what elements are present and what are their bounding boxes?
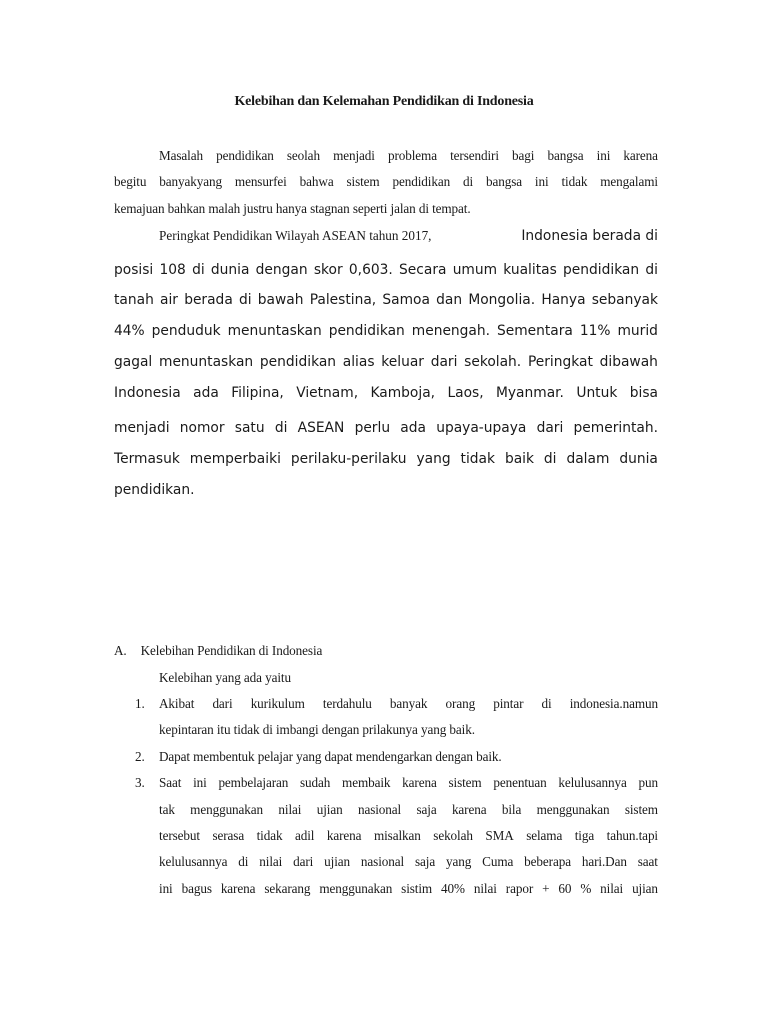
list-item-line: ini bagus karena sekarang menggunakan sistim 40% nilai rapor + 60 % nilai ujian: [159, 881, 658, 896]
list-item-line: Saat ini pembelajaran sudah membaik karena sistem penentuan kelulusannya pun: [159, 775, 658, 790]
paragraph2-line-1: [159, 228, 658, 244]
paragraph2-line-9: pendidikan.: [114, 482, 195, 498]
paragraph1-line-1: Masalah pendidikan seolah menjadi problema tersendiri bagi bangsa ini karena: [159, 148, 658, 163]
document-title: Kelebihan dan Kelemahan Pendidikan di Indonesia: [234, 94, 534, 109]
list-item-line: tak menggunakan nilai ujian nasional saja karena bila menggunakan sistem: [159, 802, 658, 817]
paragraph1-line-3: kemajuan bahkan malah justru hanya stagnan seperti jalan di tempat.: [114, 201, 471, 216]
section-a-title: Kelebihan Pendidikan di Indonesia: [140, 643, 323, 658]
paragraph2-lead-sans: Indonesia berada di: [521, 228, 658, 244]
paragraph2-line-8: Termasuk memperbaiki perilaku-perilaku yang tidak baik di dalam dunia: [114, 451, 658, 467]
paragraph2-line-7: menjadi nomor satu di ASEAN perlu ada upaya-upaya dari pemerintah.: [114, 420, 658, 436]
paragraph2-line-4: 44% penduduk menuntaskan pendidikan menengah. Sementara 11% murid: [114, 323, 658, 339]
paragraph2-line-2: posisi 108 di dunia dengan skor 0,603. Secara umum kualitas pendidikan di: [114, 262, 658, 278]
section-a-heading: [114, 643, 322, 659]
paragraph2-line-6: Indonesia ada Filipina, Vietnam, Kamboja, Laos, Myanmar. Untuk bisa: [114, 385, 658, 401]
list-item-line: kepintaran itu tidak di imbangi dengan prilakunya yang baik.: [159, 722, 475, 737]
section-a-marker: A.: [114, 643, 127, 658]
list-item-number: 1.: [135, 696, 145, 711]
list-item-line: kelulusannya di nilai dari ujian nasional saja yang Cuma beberapa hari.Dan saat: [159, 854, 658, 869]
list-item-line: Akibat dari kurikulum terdahulu banyak orang pintar di indonesia.namun: [159, 696, 658, 711]
list-item-line: tersebut serasa tidak adil karena misalkan sekolah SMA selama tiga tahun.tapi: [159, 828, 658, 843]
list-item-line: Dapat membentuk pelajar yang dapat mendengarkan dengan baik.: [159, 749, 502, 764]
section-a-intro: Kelebihan yang ada yaitu: [159, 670, 291, 685]
paragraph1-line-2: begitu banyakyang mensurfei bahwa sistem pendidikan di bangsa ini tidak mengalami: [114, 174, 658, 189]
paragraph2-line-3: tanah air berada di bawah Palestina, Samoa dan Mongolia. Hanya sebanyak: [114, 292, 658, 308]
list-item-number: 2.: [135, 749, 145, 764]
paragraph2-line-5: gagal menuntaskan pendidikan alias keluar dari sekolah. Peringkat dibawah: [114, 354, 658, 370]
list-item-number: 3.: [135, 775, 145, 790]
paragraph2-lead-serif: Peringkat Pendidikan Wilayah ASEAN tahun 2017,: [159, 228, 432, 243]
